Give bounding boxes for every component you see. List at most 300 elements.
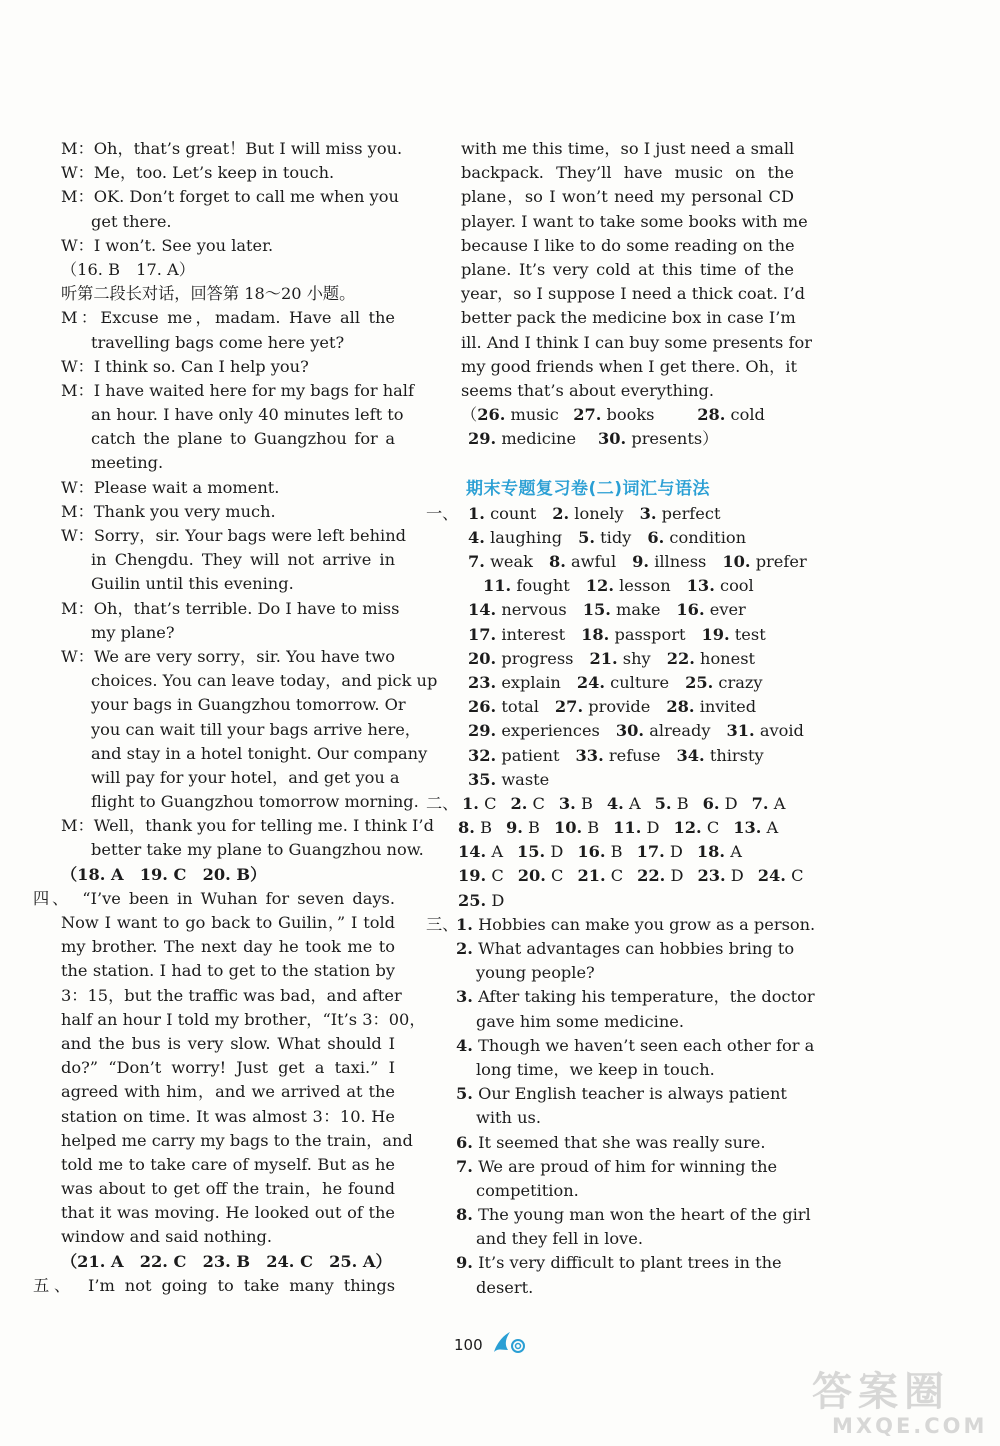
- dialogue-line: flight to Guangzhou tomorrow morning.: [91, 792, 419, 812]
- item-number: 15.: [582, 600, 611, 620]
- answer-item: [458, 840, 503, 864]
- dialogue-line: M：Excuse me，madam. Have all the: [61, 308, 395, 328]
- watermark-logo: 答案圈: [812, 1369, 950, 1415]
- swirl-ornament-icon: [490, 1330, 530, 1356]
- answer-item: [554, 816, 599, 840]
- item-number: 27.: [554, 697, 584, 717]
- page-number: 100: [454, 1336, 483, 1354]
- item-number: 30.: [598, 429, 627, 449]
- passage-line: and the bus is very slow. What should I: [61, 1033, 395, 1053]
- item-number: 21.: [577, 866, 606, 886]
- dialogue-line: and stay in a hotel tonight. Our company: [91, 743, 428, 763]
- answer-item: [552, 502, 623, 526]
- answer-item: [462, 792, 496, 816]
- answer-item: [510, 792, 544, 816]
- answer-item: [685, 671, 762, 695]
- dialogue-line: better take my plane to Guangzhou now.: [91, 840, 424, 860]
- item-answer: total: [501, 697, 539, 717]
- section-marker: 三、: [426, 914, 459, 934]
- answer-item: [468, 719, 600, 743]
- item-answer: A: [491, 842, 504, 862]
- item-answer: D: [669, 842, 683, 862]
- item-number: 8.: [456, 1205, 473, 1225]
- item-answer: perfect: [661, 503, 721, 523]
- sentence-text: It’s very difficult to plant trees in the: [478, 1253, 782, 1273]
- sentence-line: [426, 1034, 815, 1058]
- passage-line: do?” “Don’t worry! Just get a taxi.” I: [61, 1058, 395, 1078]
- answer-key-26-30: [426, 403, 794, 427]
- item-answer: B: [480, 818, 492, 838]
- item-number: 7.: [456, 1156, 473, 1176]
- answer-item: [758, 864, 804, 888]
- item-number: 20.: [517, 866, 546, 886]
- answer-item: [518, 864, 564, 888]
- left-column: [33, 137, 438, 1298]
- sentence-line: [426, 1227, 794, 1251]
- item-answer: progress: [501, 648, 574, 668]
- item-answer: C: [791, 866, 804, 886]
- watermark-url: MXQE.COM: [832, 1414, 988, 1438]
- item-answer: refuse: [608, 745, 661, 765]
- answer-item: [697, 864, 743, 888]
- dialogue-line: M：Well，thank you for telling me. I think I’d: [61, 816, 434, 836]
- answer-row: [426, 574, 794, 598]
- item-number: 19.: [701, 624, 730, 644]
- sentence-line: [426, 961, 794, 985]
- answer-row: [426, 792, 794, 816]
- answer-row: [426, 695, 794, 719]
- item-answer: D: [491, 890, 505, 910]
- item-answer: illness: [654, 552, 707, 571]
- item-answer: B: [580, 793, 593, 813]
- item-number: 25.: [458, 890, 487, 910]
- item-number: 4.: [468, 527, 485, 547]
- item-answer: cold: [730, 405, 765, 425]
- answer-item: [666, 695, 756, 719]
- passage-line: because I like to do some reading on the: [461, 235, 795, 255]
- answer-item: [468, 695, 539, 719]
- item-answer: presents: [631, 429, 703, 449]
- item-number: 4.: [456, 1035, 473, 1055]
- answer-item: [458, 864, 504, 888]
- sentence-line: [426, 1155, 794, 1179]
- passage-line: plane，so I won’t need my personal CD: [461, 187, 794, 207]
- item-answer: books: [606, 405, 655, 425]
- item-number: 9.: [505, 818, 523, 838]
- item-number: 6.: [647, 527, 665, 547]
- item-answer: tidy: [600, 527, 632, 547]
- dialogue-line: travelling bags come here yet?: [91, 332, 345, 352]
- answer-item: [578, 526, 631, 550]
- item-answer: B: [587, 818, 600, 838]
- answer-item: [637, 864, 683, 888]
- item-answer: culture: [610, 672, 670, 692]
- item-number: 1.: [468, 503, 485, 523]
- item-answer: B: [528, 818, 540, 838]
- answer-item: [468, 768, 549, 792]
- dialogue-line: Guilin until this evening.: [91, 574, 294, 594]
- answer-row: [426, 623, 794, 647]
- passage-line: told me to take care of myself. But as he: [61, 1154, 395, 1174]
- item-number: 12.: [673, 818, 702, 838]
- item-answer: patient: [501, 745, 560, 765]
- passage-line: 3：15，but the traffic was bad，and after: [61, 985, 402, 1005]
- answer-item: [647, 526, 746, 550]
- sentence-line: [426, 1058, 794, 1082]
- watermark: [812, 1370, 992, 1440]
- sentence-line: [426, 1276, 794, 1300]
- item-answer: fought: [516, 576, 570, 596]
- answer-item: [607, 792, 641, 816]
- answer-row: [426, 550, 807, 574]
- item-answer: D: [550, 842, 564, 862]
- sentence-line: [426, 1251, 794, 1275]
- item-answer: prefer: [755, 552, 807, 571]
- item-answer: invited: [699, 697, 757, 717]
- sentence-line: [426, 913, 816, 937]
- item-number: 4.: [606, 793, 624, 813]
- passage-line: Now I want to go back to Guilin，” I told: [61, 913, 395, 932]
- sentence-text: gave him some medicine.: [476, 1011, 684, 1031]
- section-heading: 期末专题复习卷(二)词汇与语法: [466, 479, 711, 500]
- item-number: 10.: [722, 552, 751, 571]
- item-answer: interest: [501, 624, 566, 644]
- item-number: 26.: [477, 405, 506, 425]
- item-number: 29.: [468, 721, 497, 741]
- passage-line: player. I want to take some books with me: [461, 211, 808, 231]
- item-number: 2.: [510, 793, 528, 813]
- answer-row: [426, 647, 794, 671]
- item-answer: B: [610, 842, 623, 862]
- passage-line: year，so I suppose I need a thick coat. I’d: [461, 284, 805, 304]
- answer-key-line: （16. B 17. A）: [61, 259, 195, 279]
- item-number: 23.: [697, 866, 726, 886]
- answer-item: [632, 550, 706, 574]
- answer-item: [701, 623, 765, 647]
- answer-item: [576, 744, 661, 768]
- vocabulary-answers: [426, 502, 807, 792]
- item-number: 3.: [558, 793, 576, 813]
- sentence-line: [426, 1131, 794, 1155]
- item-number: 32.: [468, 745, 497, 765]
- answer-item: [637, 840, 683, 864]
- answer-item: [697, 840, 742, 864]
- item-number: 27.: [573, 405, 602, 425]
- item-number: 25.: [685, 672, 714, 692]
- passage-line: the station. I had to get to the station by: [61, 961, 395, 981]
- sentence-text: with us.: [476, 1108, 541, 1128]
- answer-item: [468, 550, 533, 574]
- item-number: 14.: [468, 600, 497, 620]
- passage-line: that it was moving. He looked out of the: [61, 1203, 395, 1223]
- item-answer: honest: [700, 648, 756, 668]
- item-answer: condition: [669, 527, 747, 547]
- item-number: 29.: [468, 429, 497, 449]
- dialogue-line: M：Oh，that’s great！But I will miss you.: [61, 139, 403, 158]
- passage-line: helped me carry my bags to the train，and: [61, 1130, 413, 1150]
- answer-row: [426, 719, 804, 743]
- answer-item: [733, 816, 778, 840]
- item-number: 23.: [468, 672, 497, 692]
- item-answer: crazy: [718, 672, 763, 692]
- item-answer: awful: [571, 552, 617, 571]
- item-number: 14.: [458, 842, 487, 862]
- passage-line: station on time. It was almost 3：10. He: [61, 1106, 395, 1126]
- item-number: 5.: [456, 1084, 473, 1104]
- dialogue-line: meeting.: [91, 453, 164, 473]
- answer-key-26-30: [426, 427, 794, 451]
- answer-item: [613, 816, 659, 840]
- dialogue-line: in Chengdu. They will not arrive in: [91, 550, 395, 570]
- item-answer: laughing: [490, 527, 563, 547]
- sentence-line: [426, 985, 815, 1009]
- sentence-text: and they fell in love.: [476, 1229, 643, 1249]
- answer-item: [667, 647, 755, 671]
- answer-key-line: （18. A 19. C 20. B）: [61, 864, 267, 884]
- answer-item: [589, 647, 650, 671]
- item-answer: D: [670, 866, 684, 886]
- answer-row: [426, 840, 794, 864]
- item-answer: weak: [490, 552, 533, 571]
- item-answer: experiences: [501, 721, 600, 741]
- item-answer: C: [551, 866, 564, 886]
- answer-item: [577, 671, 669, 695]
- item-number: 7.: [751, 793, 769, 813]
- item-number: 6.: [456, 1132, 473, 1152]
- dialogue-line: an hour. I have only 40 minutes left to: [91, 405, 404, 425]
- dialogue-line: catch the plane to Guangzhou for a: [91, 429, 395, 449]
- sentence-line: [426, 1203, 811, 1227]
- item-number: 18.: [581, 624, 610, 644]
- sentence-line: [426, 1106, 794, 1130]
- passage-line: 五、 I’m not going to take many things: [33, 1275, 395, 1295]
- item-answer: C: [491, 866, 504, 886]
- item-number: 22.: [666, 648, 695, 668]
- dialogue-line: get there.: [91, 211, 172, 231]
- dialogue-line: W：Me，too. Let’s keep in touch.: [61, 163, 335, 183]
- item-number: 8.: [548, 552, 566, 571]
- item-answer: medicine: [501, 429, 577, 449]
- answer-item: [616, 719, 711, 743]
- passage-line: seems that’s about everything.: [461, 380, 715, 400]
- item-number: 2.: [552, 503, 570, 523]
- item-number: 22.: [637, 866, 666, 886]
- answer-item: [468, 647, 573, 671]
- dialogue-line: M：Oh，that’s terrible. Do I have to miss: [61, 598, 400, 618]
- dialogue-line: W：I think so. Can I help you?: [61, 356, 309, 376]
- item-answer: C: [706, 818, 720, 838]
- item-answer: make: [616, 600, 661, 620]
- item-number: 11.: [483, 576, 512, 596]
- answer-item: [468, 744, 560, 768]
- item-answer: cool: [720, 576, 754, 596]
- passage-line: was about to get off the train，he found: [61, 1179, 395, 1199]
- passage-line: 四、 “I’ve been in Wuhan for seven days.: [33, 888, 395, 908]
- item-answer: shy: [622, 648, 651, 668]
- sentence-text: The young man won the heart of the girl: [478, 1205, 811, 1225]
- answer-item: [640, 502, 721, 526]
- item-number: 35.: [468, 769, 497, 789]
- answer-row: [426, 864, 804, 888]
- dialogue-line: will pay for your hotel，and get you a: [91, 767, 400, 787]
- dialogue-line: choices. You can leave today，and pick up: [91, 671, 438, 691]
- sentence-text: desert.: [476, 1277, 534, 1297]
- answer-item: [468, 502, 536, 526]
- passage-line: better pack the medicine box in case I’m: [461, 308, 796, 328]
- item-answer: A: [730, 842, 742, 862]
- item-answer: waste: [501, 769, 550, 789]
- dialogue-line: W：We are very sorry，sir. You have two: [61, 646, 395, 666]
- answer-item: [581, 623, 685, 647]
- item-answer: explain: [501, 672, 561, 692]
- item-number: 31.: [726, 721, 755, 741]
- item-number: 28.: [697, 405, 726, 425]
- answer-item: [673, 816, 719, 840]
- item-number: 13.: [686, 576, 715, 596]
- item-answer: A: [766, 818, 779, 838]
- answer-item: [468, 526, 562, 550]
- dialogue-line: W：I won’t. See you later.: [61, 235, 274, 255]
- item-answer: avoid: [759, 721, 804, 741]
- item-answer: C: [610, 866, 624, 886]
- item-answer: C: [532, 793, 545, 813]
- sentence-line: [426, 1010, 794, 1034]
- answer-row: [426, 526, 794, 550]
- item-number: 28.: [666, 697, 695, 717]
- answer-item: [555, 695, 650, 719]
- item-number: 10.: [553, 818, 583, 838]
- item-answer: nervous: [501, 600, 567, 620]
- dialogue-line: M：OK. Don’t forget to call me when you: [61, 187, 399, 207]
- sentence-text: It seemed that she was really sure.: [478, 1132, 766, 1152]
- answer-item: [687, 574, 754, 598]
- item-answer: B: [676, 793, 689, 813]
- item-answer: lonely: [574, 503, 624, 523]
- item-number: 3.: [456, 987, 473, 1007]
- item-number: 9.: [456, 1253, 473, 1273]
- passage-line: half an hour I told my brother，“It’s 3：00，: [61, 1009, 426, 1029]
- item-answer: music: [510, 405, 559, 425]
- item-number: 7.: [468, 552, 485, 571]
- sentence-line: [426, 937, 794, 961]
- answer-item: [458, 889, 504, 913]
- item-answer: test: [734, 624, 766, 644]
- item-number: 18.: [696, 842, 726, 862]
- item-answer: provide: [588, 697, 651, 717]
- passage-line: my brother. The next day he took me to: [61, 937, 395, 957]
- sentence-text: After taking his temperature，the doctor: [478, 987, 815, 1007]
- answer-item: [655, 792, 689, 816]
- passage-line: ill. And I think I can buy some presents for: [461, 332, 812, 352]
- item-number: 8.: [458, 818, 475, 838]
- instruction-line: 听第二段长对话，回答第 18～20 小题。: [61, 284, 356, 304]
- answer-row: [426, 816, 794, 840]
- close-paren: ）: [702, 429, 719, 449]
- right-column: [426, 137, 816, 1300]
- sentence-line: [426, 1179, 794, 1203]
- sentence-text: What advantages can hobbies bring to: [478, 939, 795, 958]
- item-answer: D: [724, 793, 738, 813]
- item-number: 5.: [654, 793, 672, 813]
- passage-line: backpack. They’ll have music on the: [461, 163, 794, 183]
- sentence-text: long time，we keep in touch.: [476, 1059, 715, 1079]
- answer-item: [722, 550, 806, 574]
- answer-item: [468, 623, 565, 647]
- item-number: 2.: [456, 939, 473, 958]
- item-answer: passport: [614, 624, 686, 644]
- item-answer: A: [628, 793, 641, 813]
- answer-item: [517, 840, 563, 864]
- item-number: 24.: [757, 866, 786, 886]
- answer-item: [468, 598, 567, 622]
- multiple-choice-answers: [426, 792, 804, 913]
- sentence-text: Hobbies can make you grow as a person.: [478, 914, 816, 934]
- passage-line: window and said nothing.: [61, 1227, 273, 1247]
- answer-item: [468, 671, 561, 695]
- dialogue-line: my plane?: [91, 622, 175, 642]
- item-number: 3.: [639, 503, 657, 523]
- answer-item: [677, 744, 764, 768]
- answer-row: [426, 768, 794, 792]
- item-answer: thirsty: [709, 745, 764, 765]
- answer-item: [727, 719, 804, 743]
- dialogue-line: M：I have waited here for my bags for half: [61, 380, 414, 400]
- passage-line: with me this time，so I just need a small: [461, 139, 795, 158]
- passage-line: plane. It’s very cold at this time of the: [461, 259, 794, 279]
- item-number: 21.: [589, 648, 618, 668]
- answer-item: [458, 816, 492, 840]
- item-number: 33.: [575, 745, 604, 765]
- answer-item: [577, 864, 623, 888]
- section-marker: 二、: [426, 793, 459, 813]
- answer-item: [506, 816, 540, 840]
- item-number: 1.: [462, 793, 479, 813]
- dialogue-line: your bags in Guangzhou tomorrow. Or: [91, 695, 406, 715]
- sentence-answers: [426, 913, 816, 1300]
- item-answer: D: [646, 818, 660, 838]
- answer-row: [426, 502, 794, 526]
- answer-key-line: （21. A 22. C 23. B 24. C 25. A）: [61, 1251, 392, 1271]
- answer-item: [703, 792, 738, 816]
- sentence-text: competition.: [476, 1180, 579, 1200]
- item-number: 1.: [456, 914, 473, 934]
- sentence-line: [426, 1082, 794, 1106]
- answer-item: [676, 598, 745, 622]
- dialogue-line: W：Please wait a moment.: [61, 477, 280, 497]
- answer-row: [426, 889, 794, 913]
- sentence-text: Our English teacher is always patient: [478, 1084, 787, 1104]
- answer-item: [586, 574, 671, 598]
- answer-row: [426, 744, 794, 768]
- item-number: 9.: [632, 552, 650, 571]
- item-answer: already: [649, 721, 711, 741]
- item-number: 13.: [733, 818, 762, 838]
- item-number: 12.: [585, 576, 614, 596]
- answer-row: [426, 671, 794, 695]
- answer-item: [483, 574, 570, 598]
- answer-item: [559, 792, 593, 816]
- dialogue-line: W：Sorry，sir. Your bags were left behind: [61, 526, 406, 545]
- item-number: 34.: [676, 745, 705, 765]
- sentence-text: Though we haven’t seen each other for a: [478, 1035, 815, 1055]
- item-number: 17.: [468, 624, 497, 644]
- sentence-text: We are proud of him for winning the: [478, 1156, 778, 1176]
- item-number: 19.: [458, 866, 487, 886]
- item-answer: C: [484, 793, 497, 813]
- item-answer: count: [490, 503, 537, 523]
- item-number: 16.: [676, 600, 705, 620]
- item-number: 26.: [468, 697, 497, 717]
